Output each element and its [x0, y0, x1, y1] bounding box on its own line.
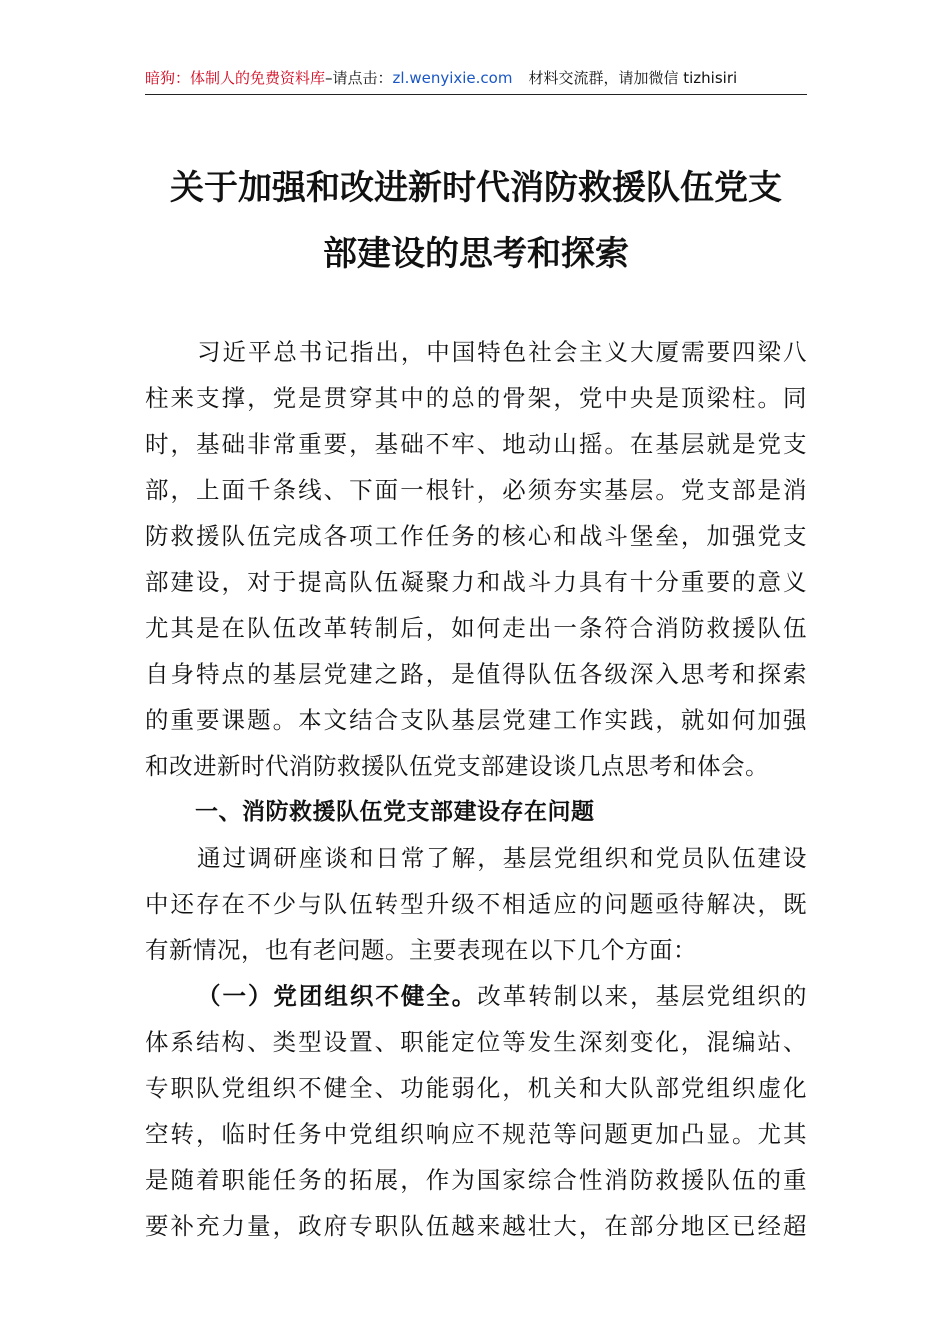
paragraph-line: 通过调研座谈和日常了解，基层党组织和党员队伍建设: [197, 844, 807, 872]
paragraph-line: 体系结构、类型设置、职能定位等发生深刻变化，混编站、: [145, 1028, 807, 1056]
paragraph-line: 空转，临时任务中党组织响应不规范等问题更加凸显。尤其: [145, 1120, 807, 1148]
paragraph-line: 防救援队伍完成各项工作任务的核心和战斗堡垒，加强党支: [145, 522, 807, 550]
paragraph-line: 是随着职能任务的拓展，作为国家综合性消防救援队伍的重: [145, 1166, 807, 1194]
paragraph-line: 的重要课题。本文结合支队基层党建工作实践，就如何加强: [145, 706, 807, 734]
paragraph-line: 部，上面千条线、下面一根针，必须夯实基层。党支部是消: [145, 476, 807, 504]
document-title-line-2: 部建设的思考和探索: [323, 234, 629, 274]
paragraph-line: 要补充力量，政府专职队伍越来越壮大，在部分地区已经超: [145, 1212, 807, 1240]
header-brand: 暗狗：体制人的免费资料库: [145, 69, 326, 87]
subsection-heading: （一）党团组织不健全。: [197, 982, 478, 1010]
header-url-link[interactable]: zl.wenyixie.com: [392, 69, 513, 87]
paragraph-text: 改革转制以来，基层党组织的: [477, 982, 807, 1010]
paragraph-line: 有新情况，也有老问题。主要表现在以下几个方面：: [145, 936, 697, 964]
section-heading: 一、消防救援队伍党支部建设存在问题: [195, 799, 595, 825]
document-body: [145, 334, 807, 1254]
paragraph-line: 习近平总书记指出，中国特色社会主义大厦需要四梁八: [197, 338, 807, 366]
paragraph-line: 和改进新时代消防救援队伍党支部建设谈几点思考和体会。: [145, 752, 769, 780]
paragraph-line: 尤其是在队伍改革转制后，如何走出一条符合消防救援队伍: [145, 614, 807, 642]
paragraph-line: 专职队党组织不健全、功能弱化，机关和大队部党组织虚化: [145, 1074, 807, 1102]
header-group-text: 材料交流群，请加微信 tizhisiri: [528, 69, 738, 87]
paragraph-line: [145, 978, 807, 1024]
page-header: [145, 66, 807, 95]
paragraph-line: 柱来支撑，党是贯穿其中的总的骨架，党中央是顶梁柱。同: [145, 384, 807, 412]
paragraph-line: 中还存在不少与队伍转型升级不相适应的问题亟待解决，既: [145, 890, 807, 918]
paragraph-line: 自身特点的基层党建之路，是值得队伍各级深入思考和探索: [145, 660, 807, 688]
document-title-line-1: 关于加强和改进新时代消防救援队伍党支: [170, 168, 782, 208]
paragraph-line: 部建设，对于提高队伍凝聚力和战斗力具有十分重要的意义: [145, 568, 807, 596]
header-click-prefix: –请点击：: [325, 69, 393, 87]
paragraph-line: 时，基础非常重要，基础不牢、地动山摇。在基层就是党支: [145, 430, 807, 458]
